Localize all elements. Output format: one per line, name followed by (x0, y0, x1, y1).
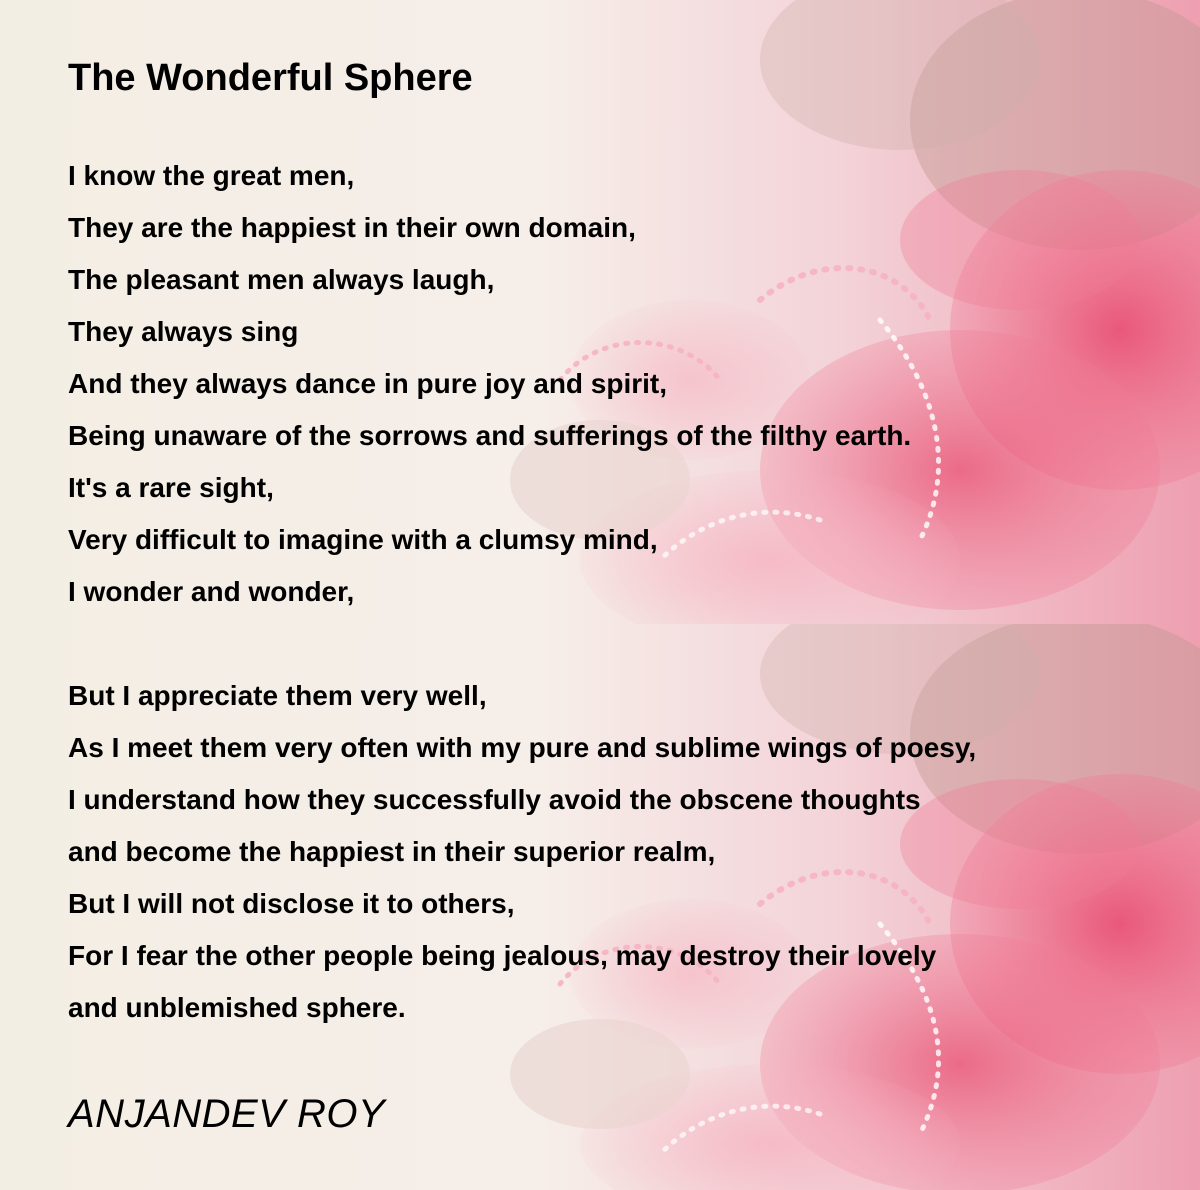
poem-line: The pleasant men always laugh, (68, 264, 495, 295)
poem-line: They always sing (68, 316, 299, 347)
poem-line: and unblemished sphere. (68, 992, 406, 1023)
poem-line: As I meet them very often with my pure and sublime wings of poesy, (68, 732, 977, 763)
poem-author: ANJANDEV ROY (68, 1092, 386, 1136)
poem-title: The Wonderful Sphere (68, 57, 473, 99)
poem-line: They are the happiest in their own domain, (68, 212, 636, 243)
poem-line: Being unaware of the sorrows and sufferings of the filthy earth. (68, 420, 912, 451)
poem-line: It's a rare sight, (68, 472, 274, 503)
poem-line: And they always dance in pure joy and spirit, (68, 368, 668, 399)
stanza-1 (68, 150, 911, 618)
poem-line: I know the great men, (68, 160, 355, 191)
poem-line: For I fear the other people being jealous, may destroy their lovely (68, 940, 937, 971)
poem-line: I understand how they successfully avoid the obscene thoughts (68, 784, 921, 815)
poem-line: But I will not disclose it to others, (68, 888, 515, 919)
poem-line: Very difficult to imagine with a clumsy mind, (68, 524, 658, 555)
poem-line: and become the happiest in their superior realm, (68, 836, 716, 867)
poem-line: But I appreciate them very well, (68, 680, 487, 711)
stanza-2 (68, 670, 976, 1034)
poem-line: I wonder and wonder, (68, 576, 355, 607)
